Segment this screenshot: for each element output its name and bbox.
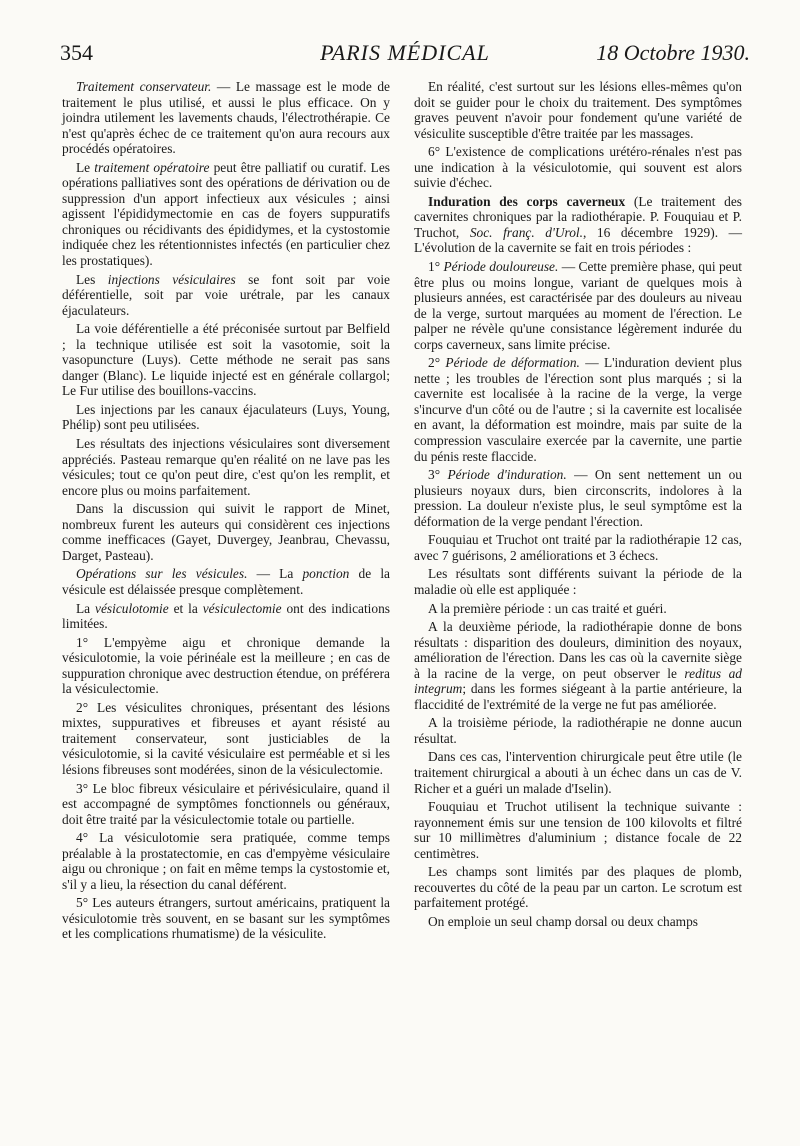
paragraph: Les injections vésiculaires se font soit par voie déférentielle, soit par voie urétrale, par les canaux éjaculateurs. — [62, 271, 391, 318]
paragraph: Fouquiau et Truchot utilisent la technique suivante : rayonnement émis sur une tension de 100 kilovolts et filtré sur 10 millimètres d'aluminium ; distance focale de 22 centimètres. — [414, 799, 742, 861]
paragraph: Induration des corps caverneux (Le traitement des cavernites chroniques par la radiothérapie. P. Fouquiau et P. Truchot, Soc. franç. d'Urol., 16 décembre 1929). — L'évolution de la cavernite se fait en trois périodes : — [414, 193, 742, 256]
paragraph: 2° Période de déformation. — L'induration devient plus nette ; les troubles de l'érection sont plus marqués ; si la cavernite est localisée à la racine de la verge, la verge s'incurve d'un côté ou de l'autre ; si la cavernite est localisée en avant, la déformation est moindre, mais par suite de la compression vasculaire exercée par la cavernite, une partie du pénis reste flaccide. — [414, 355, 742, 464]
page-number: 354 — [60, 40, 93, 65]
paragraph: Dans ces cas, l'intervention chirurgicale peut être utile (le traitement chirurgical a abouti à un échec dans un cas de V. Richer et a guéri un malade d'Iselin). — [414, 749, 742, 796]
paragraph: 2° Les vésiculites chroniques, présentant des lésions mixtes, suppuratives et fibreuses et ayant résisté au traitement conservateur, sont justiciables de la vésiculotomie, si la cavité vésiculaire est perméable et si les lésions fibreuses sont modérées, sinon de la vésiculectomie. — [62, 699, 390, 777]
paragraph: 5° Les auteurs étrangers, surtout américains, pratiquent la vésiculotomie très souvent, en se basant sur les symptômes et les complications rhumatisme) de la vésiculite. — [62, 895, 390, 942]
paragraph: 1° L'empyème aigu et chronique demande la vésiculotomie, la voie périnéale est la meilleure ; en cas de suppuration chronique avec destruction étendue, on préférera la vésiculectomie. — [62, 634, 390, 697]
paragraph: Dans la discussion qui suivit le rapport de Minet, nombreux furent les auteurs qui considèrent ces injections comme inefficaces (Gayet, Duvergey, Jeanbrau, Chevassu, Darget, Pasteau). — [62, 501, 390, 563]
paragraph: Les champs sont limités par des plaques de plomb, recouvertes du côté de la peau par un carton. Le scrotum est parfaitement protégé. — [414, 864, 742, 911]
journal-title: PARIS MÉDICAL — [320, 40, 490, 65]
paragraph: A la deuxième période, la radiothérapie donne de bons résultats : disparition des douleurs, diminition des noyaux, amélioration de l'érection. Dans les cas où la cavernite siège à la racine de la verge, on peut observer le reditus ad integrum; dans les formes siégeant à la partie antérieure, la flaccidité de l'extrémité de la verge ne fut pas améliorée. — [414, 619, 742, 712]
paragraph: Les résultats sont différents suivant la période de la maladie où elle est appliquée : — [414, 566, 742, 597]
paragraph: A la première période : un cas traité et guéri. — [428, 600, 667, 616]
paragraph: Fouquiau et Truchot ont traité par la radiothérapie 12 cas, avec 7 guérisons, 2 améliorations et 3 échecs. — [414, 532, 742, 563]
paragraph: Opérations sur les vésicules. — La ponction de la vésicule est délaissée presque complètement. — [62, 566, 391, 597]
paragraph: 6° L'existence de complications urétéro-rénales n'est pas une indication à la vésiculotomie, qui souvent est alors suivie d'échec. — [414, 144, 742, 191]
paragraph: Les injections par les canaux éjaculateurs (Luys, Young, Phélip) sont peu utilisées. — [62, 401, 390, 433]
paragraph: 1° Période douloureuse. — Cette première phase, qui peut être plus ou moins longue, variant de quelques mois à plusieurs années, est caractérisée par des douleurs au niveau de la verge, surtout marquées au moment de l'érection. Le palper ne révèle qu'une consistance légèrement indurée du corps caverneux, sans limite précise. — [414, 259, 742, 352]
paragraph: Le traitement opératoire peut être palliatif ou curatif. Les opérations palliatives sont des opérations de dérivation ou de suppression d'un apport infectieux aux vésicules ; ainsi agissent l'épididymectomie en cas de foyers suppuratifs chroniques ou récidivants des épididymes, et la cystostomie indiquée chez les rétentionnistes infectés (en particulier chez les prostatiques). — [62, 159, 390, 269]
left-column — [62, 79, 390, 945]
paragraph: Les résultats des injections vésiculaires sont diversement appréciés. Pasteau remarque qu'en réalité on ne lave pas les vésicules; tout ce qu'on peut dire, c'est qu'on les remplit, et encore plus ou moins parfaitement. — [62, 436, 390, 498]
paragraph: En réalité, c'est surtout sur les lésions elles-mêmes qu'on doit se guider pour le choix du traitement. Des symptômes graves peuvent n'avoir pour fondement qu'une variété de vésiculite susceptible d'être traitée par les massages. — [414, 79, 742, 141]
page-header — [60, 40, 750, 70]
paragraph: 3° Période d'induration. — On sent nettement un ou plusieurs noyaux durs, bien circonscrits, indolores à la pression. La douleur n'existe plus, le seul symptôme est la déformation de la verge pendant l'érection. — [414, 467, 742, 529]
section-heading: Induration des corps caverneux — [428, 193, 626, 209]
paragraph: 4° La vésiculotomie sera pratiquée, comme temps préalable à la prostatectomie, en cas d'empyème vésiculaire aigu ou chronique ; on fait en même temps la cystostomie et, s'il y a lieu, la résection du canal déférent. — [62, 830, 390, 892]
paragraph: Traitement conservateur. — Le massage est le mode de traitement le plus utilisé, et aussi le plus efficace. On y joindra utilement les lavements chauds, l'électrothérapie. Ce n'est qu'après échec de ce traitement qu'on aura recours aux procédés opératoires. — [62, 79, 390, 157]
paragraph: La vésiculotomie et la vésiculectomie ont des indications limitées. — [62, 600, 390, 632]
paragraph: La voie déférentielle a été préconisée surtout par Belfield ; la technique utilisée est soit la vasotomie, soit la vasopuncture (Luys). Cette méthode ne serait pas sans danger (Blanc). Le liquide injecté est en générale collargol; Le Fur utilise des bouillons-vaccins. — [62, 321, 390, 399]
paragraph: 3° Le bloc fibreux vésiculaire et périvésiculaire, quand il est accompagné de symptômes fonctionnels ou généraux, doit être traité par la vésiculectomie totale ou partielle. — [62, 780, 390, 827]
issue-date: 18 Octobre 1930. — [596, 40, 750, 65]
paragraph: On emploie un seul champ dorsal ou deux champs — [428, 913, 698, 929]
paragraph: A la troisième période, la radiothérapie ne donne aucun résultat. — [414, 715, 742, 746]
right-column — [414, 79, 742, 932]
